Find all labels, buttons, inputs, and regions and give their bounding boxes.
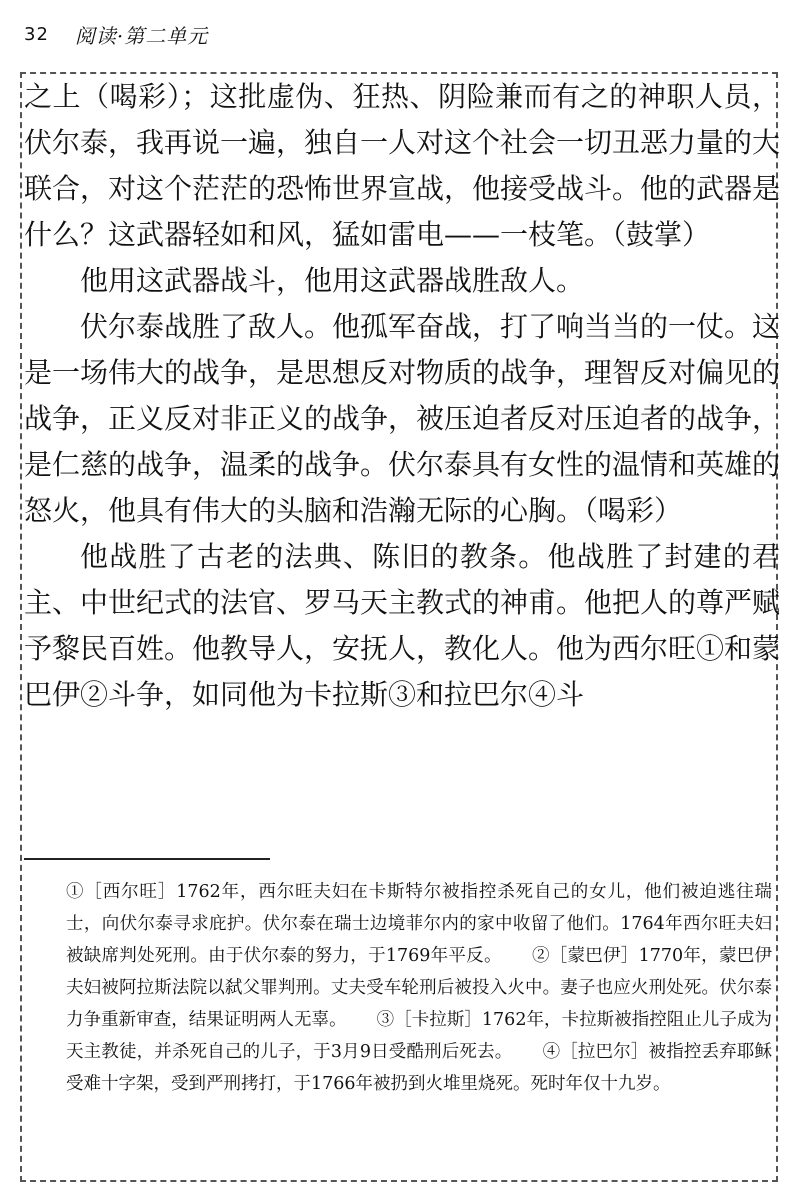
page-header (24, 14, 208, 54)
paragraph: 伏尔泰战胜了敌人。他孤军奋战，打了响当当的一仗。这是一场伟大的战争，是思想反对物质的战争，理智反对偏见的战争，正义反对非正义的战争，被压迫者反对压迫者的战争，是仁慈的战争，温柔的战争。伏尔泰具有女性的温情和英雄的怒火，他具有伟大的头脑和浩瀚无际的心胸。（喝彩） (24, 310, 781, 527)
footnotes (66, 876, 772, 1100)
footnote-4: ④［拉巴尔］被指控丢弃耶稣受难十字架，受到严刑拷打，于1766年被扔到火堆里烧死。死时年仅十九岁。 (66, 1042, 772, 1094)
paragraph: 他用这武器战斗，他用这武器战胜敌人。 (80, 264, 585, 297)
footnote-divider (24, 858, 270, 860)
paragraph: 他战胜了古老的法典、陈旧的教条。他战胜了封建的君主、中世纪式的法官、罗马天主教式的神甫。他把人的尊严赋予黎民百姓。他教导人，安抚人，教化人。他为西尔旺①和蒙巴伊②斗争，如同他为卡拉斯③和拉巴尔④斗 (24, 540, 781, 711)
paragraph-continued: 之上（喝彩）；这批虚伪、狂热、阴险兼而有之的神职人员，伏尔泰，我再说一遍，独自一人对这个社会一切丑恶力量的大联合，对这个茫茫的恐怖世界宣战，他接受战斗。他的武器是什么？这武器轻如和风，猛如雷电——一枝笔。（鼓掌） (24, 80, 781, 251)
running-title: 阅读·第二单元 (74, 23, 209, 48)
page-number: 32 (24, 23, 49, 45)
footnote-3: ③［卡拉斯］1762年，卡拉斯被指控阻止儿子成为天主教徒，并杀死自己的儿子，于3月9日受酷刑后死去。 (66, 1010, 773, 1062)
main-body (24, 74, 780, 718)
footnote-1: ①［西尔旺］1762年，西尔旺夫妇在卡斯特尔被指控杀死自己的女儿，他们被迫逃往瑞士，向伏尔泰寻求庇护。伏尔泰在瑞士边境菲尔内的家中收留了他们。1764年西尔旺夫妇被缺席判处死刑。由于伏尔泰的努力，于1769年平反。 (66, 882, 772, 966)
footnote-2: ②［蒙巴伊］1770年，蒙巴伊夫妇被阿拉斯法院以弑父罪判刑。丈夫受车轮刑后被投入火中。妻子也应火刑处死。伏尔泰力争重新审查，结果证明两人无辜。 (66, 946, 772, 1030)
